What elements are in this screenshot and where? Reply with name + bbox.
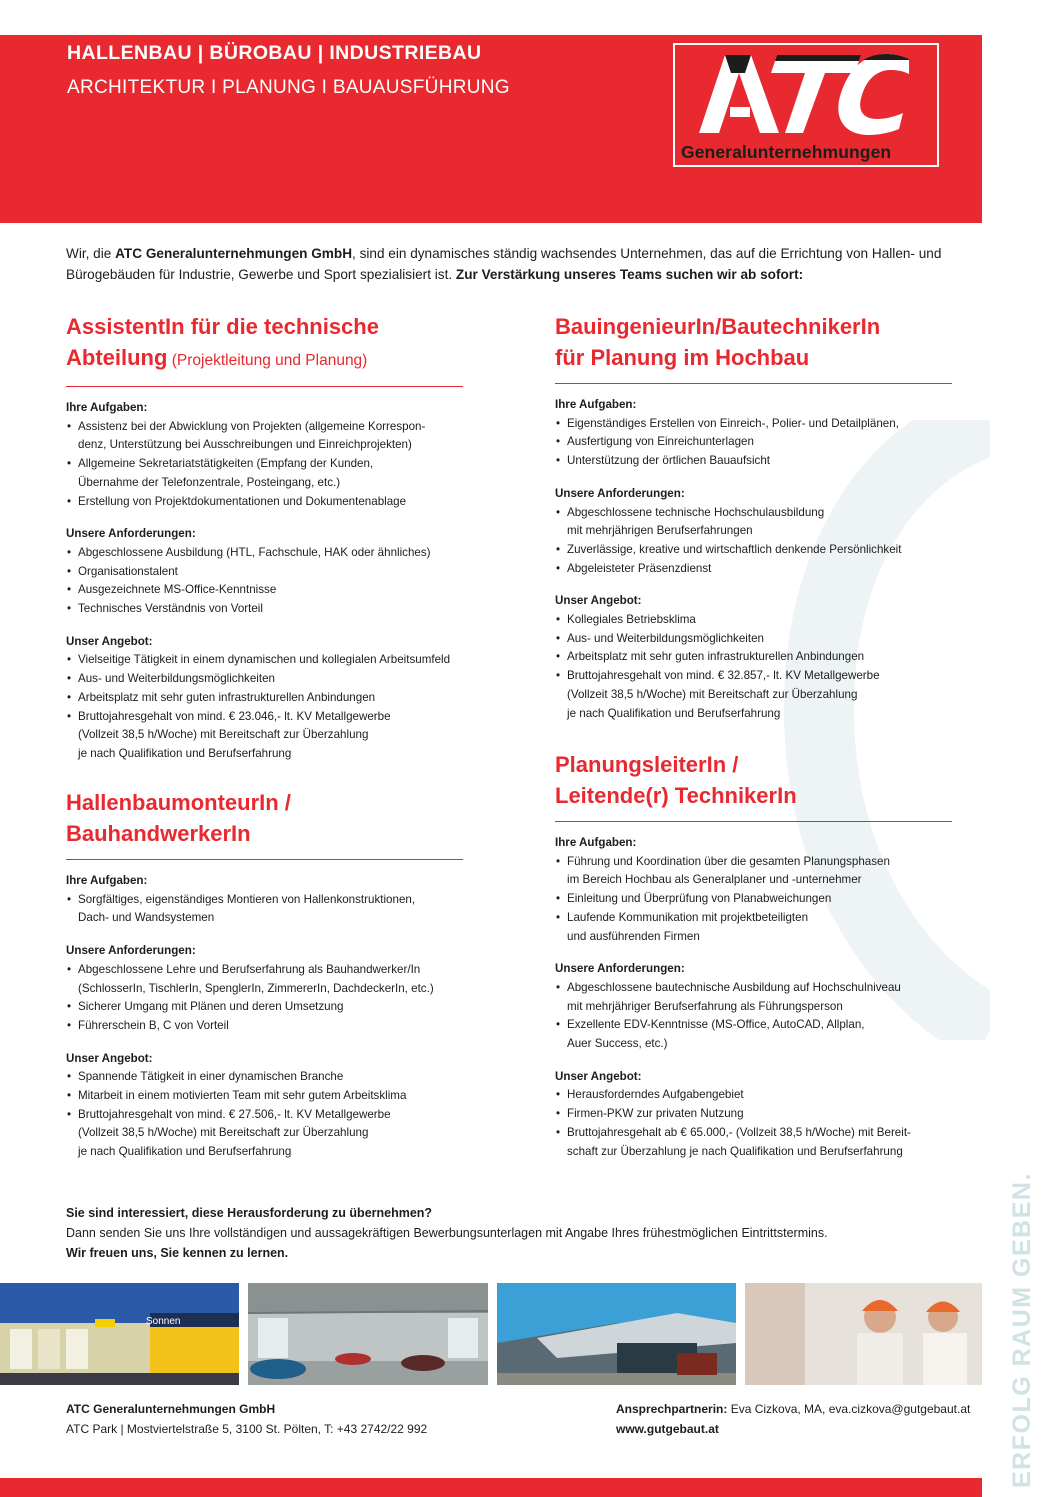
job-title-line1: HallenbaumonteurIn / xyxy=(66,790,291,815)
footer-company-name: ATC Generalunternehmungen GmbH xyxy=(66,1402,276,1416)
list-item: • Ausgezeichnete MS-Office-Kenntnisse xyxy=(66,581,466,600)
intro-paragraph xyxy=(66,243,976,285)
job-planning-lead xyxy=(555,749,955,1161)
closing-end: Wir freuen uns, Sie kennen zu lernen. xyxy=(66,1246,289,1260)
intro-text-1: Wir, die xyxy=(66,246,116,261)
list-item: • Zuverlässige, kreative und wirtschaftlich denkende Persönlichkeit xyxy=(555,541,955,560)
list-item: • Abgeschlossene Ausbildung (HTL, Fachschule, HAK oder ähnliches) xyxy=(66,544,466,563)
contact-label: Ansprechpartnerin: xyxy=(616,1402,728,1416)
list-item: • Erstellung von Projektdokumentationen und Dokumentenablage xyxy=(66,493,466,512)
job-title-line1: BauingenieurIn/BautechnikerIn xyxy=(555,314,881,339)
list-item: • Eigenständiges Erstellen von Einreich-, Polier- und Detailplänen, xyxy=(555,415,955,434)
job-assistant xyxy=(66,311,466,764)
list-item: • Arbeitsplatz mit sehr guten infrastrukturellen Anbindungen xyxy=(66,689,466,708)
list-item: • Einleitung und Überprüfung von Planabweichungen xyxy=(555,890,955,909)
list-item: • Führerschein B, C von Vorteil xyxy=(66,1017,466,1036)
job-title-line1: PlanungsleiterIn / xyxy=(555,752,739,777)
list-item: • Assistenz bei der Abwicklung von Projekten (allgemeine Korrespon- denz, Unterstützung bei Ausschreibungen und Einreichprojekten) xyxy=(66,418,466,455)
list-item: • Exzellente EDV-Kenntnisse (MS-Office, AutoCAD, Allplan, Auer Success, etc.) xyxy=(555,1016,955,1053)
list-item: • Arbeitsplatz mit sehr guten infrastrukturellen Anbindungen xyxy=(555,648,955,667)
job-title-suffix: (Projektleitung und Planung) xyxy=(167,352,368,369)
tasks-heading: Ihre Aufgaben: xyxy=(555,836,637,849)
job-title-line1: AssistentIn für die technische xyxy=(66,314,379,339)
list-item: • Aus- und Weiterbildungsmöglichkeiten xyxy=(66,670,466,689)
list-item: • Bruttojahresgehalt ab € 65.000,- (Vollzeit 38,5 h/Woche) mit Bereit- schaft zur Überzahlung je nach Qualifikation und Berufserfahrung xyxy=(555,1124,955,1161)
slogan-vertical: ERFOLG RAUM GEBEN. xyxy=(1008,1172,1036,1488)
job-divider xyxy=(66,859,463,860)
tasks-list xyxy=(66,891,466,928)
tasks-list xyxy=(555,853,955,947)
list-item: • Abgeleisteter Präsenzdienst xyxy=(555,560,955,579)
tasks-list xyxy=(555,415,955,471)
offer-heading: Unser Angebot: xyxy=(66,634,153,648)
offer-list xyxy=(66,651,466,763)
requirements-list xyxy=(555,504,955,579)
requirements-heading: Unsere Anforderungen: xyxy=(555,962,685,976)
job-title-line2: Leitende(r) TechnikerIn xyxy=(555,783,797,808)
photo-workers xyxy=(745,1283,982,1385)
job-title xyxy=(66,311,466,376)
intro-company: ATC Generalunternehmungen GmbH xyxy=(115,246,353,261)
list-item: • Bruttojahresgehalt von mind. € 23.046,- lt. KV Metallgewerbe (Vollzeit 38,5 h/Woche) mit Bereitschaft zur Überzahlung je nach Qualifikation und Berufserfahrung xyxy=(66,708,466,764)
tasks-heading: Ihre Aufgaben: xyxy=(66,401,148,414)
requirements-heading: Unsere Anforderungen: xyxy=(555,486,685,500)
job-title-line2: für Planung im Hochbau xyxy=(555,345,810,370)
intro-call: Zur Verstärkung unseres Teams suchen wir ab sofort: xyxy=(455,267,804,282)
job-civil-engineer xyxy=(555,311,955,723)
list-item: • Abgeschlossene bautechnische Ausbildung auf Hochschulniveau mit mehrjähriger Berufserfahrung als Führungsperson xyxy=(555,979,955,1016)
list-item: • Unterstützung der örtlichen Bauaufsicht xyxy=(555,452,955,471)
closing-question: Sie sind interessiert, diese Herausforderung zu übernehmen? xyxy=(66,1206,433,1220)
list-item: • Führung und Koordination über die gesamten Planungsphasen im Bereich Hochbau als Generalplaner und -unternehmer xyxy=(555,853,955,890)
job-title-line2: Abteilung xyxy=(66,345,168,370)
list-item: • Bruttojahresgehalt von mind. € 27.506,- lt. KV Metallgewerbe (Vollzeit 38,5 h/Woche) mit Bereitschaft zur Überzahlung je nach Qualifikation und Berufserfahrung xyxy=(66,1106,466,1162)
intro-text-2: , sind ein dynamisches ständig wachsendes Unternehmen, das auf die Errichtung von Hallen- und Bürogebäuden für Industrie, Gewerbe und Sport spezialisiert ist. xyxy=(66,246,942,282)
bottom-bar xyxy=(0,1478,982,1497)
footer-address: ATC Park | Mostviertelstraße 5, 3100 St. Pölten, T: +43 2742/22 992 xyxy=(66,1422,428,1436)
job-title xyxy=(555,311,955,373)
offer-heading: Unser Angebot: xyxy=(555,1069,642,1083)
header-subservices: ARCHITEKTUR I PLANUNG I BAUAUSFÜHRUNG xyxy=(67,77,510,98)
list-item: • Vielseitige Tätigkeit in einem dynamischen und kollegialen Arbeitsumfeld xyxy=(66,651,466,670)
job-title xyxy=(66,787,466,849)
offer-heading: Unser Angebot: xyxy=(555,594,642,608)
job-hall-builder xyxy=(66,787,466,1162)
website-link[interactable]: www.gutgebaut.at xyxy=(616,1422,719,1436)
list-item: • Firmen-PKW zur privaten Nutzung xyxy=(555,1105,955,1124)
list-item: • Herausforderndes Aufgabengebiet xyxy=(555,1086,955,1105)
requirements-list xyxy=(66,544,466,619)
offer-list xyxy=(555,611,955,723)
requirements-list xyxy=(66,961,466,1036)
list-item: • Laufende Kommunikation mit projektbeteiligten und ausführenden Firmen xyxy=(555,909,955,946)
list-item: • Organisationstalent xyxy=(66,563,466,582)
list-item: • Sorgfältiges, eigenständiges Montieren von Hallenkonstruktionen, Dach- und Wandsystemen xyxy=(66,891,466,928)
requirements-heading: Unsere Anforderungen: xyxy=(66,944,196,958)
requirements-heading: Unsere Anforderungen: xyxy=(66,527,196,541)
job-title-line2: BauhandwerkerIn xyxy=(66,821,251,846)
closing-paragraph xyxy=(66,1203,986,1263)
photo-car-hall xyxy=(248,1283,488,1385)
job-divider xyxy=(555,821,952,822)
tasks-heading: Ihre Aufgaben: xyxy=(66,874,148,887)
logo-subtitle: Generalunternehmungen xyxy=(681,142,892,162)
job-title xyxy=(555,749,955,811)
offer-heading: Unser Angebot: xyxy=(66,1051,153,1065)
list-item: • Spannende Tätigkeit in einer dynamischen Branche xyxy=(66,1068,466,1087)
requirements-list xyxy=(555,979,955,1054)
tasks-list xyxy=(66,418,466,512)
list-item: • Bruttojahresgehalt von mind. € 32.857,- lt. KV Metallgewerbe (Vollzeit 38,5 h/Woche) mit Bereitschaft zur Überzahlung je nach Qualifikation und Berufserfahrung xyxy=(555,667,955,723)
list-item: • Mitarbeit in einem motivierten Team mit sehr gutem Arbeitsklima xyxy=(66,1087,466,1106)
list-item: • Sicherer Umgang mit Plänen und deren Umsetzung xyxy=(66,998,466,1017)
svg-text:Sonnen: Sonnen xyxy=(146,1316,181,1327)
closing-text: Dann senden Sie uns Ihre vollständigen und aussagekräftigen Bewerbungsunterlagen mit Angabe Ihres frühestmöglichen Eintrittstermins. xyxy=(66,1226,828,1240)
contact-person-link[interactable]: Eva Cizkova, MA, eva.cizkova@gutgebaut.at xyxy=(727,1402,971,1416)
footer-contact xyxy=(616,1399,970,1439)
list-item: • Allgemeine Sekretariatstätigkeiten (Empfang der Kunden, Übernahme der Telefonzentrale, Posteingang, etc.) xyxy=(66,455,466,492)
job-divider xyxy=(555,383,952,384)
job-divider xyxy=(66,386,463,387)
list-item: • Abgeschlossene Lehre und Berufserfahrung als Bauhandwerker/In (SchlosserIn, TischlerIn, SpenglerIn, ZimmererIn, DachdeckerIn, etc.) xyxy=(66,961,466,998)
offer-list xyxy=(66,1068,466,1162)
footer-company xyxy=(66,1399,427,1439)
photo-showroom-night xyxy=(0,1283,239,1385)
list-item: • Technisches Verständnis von Vorteil xyxy=(66,600,466,619)
photo-building-exterior xyxy=(497,1283,736,1385)
list-item: • Abgeschlossene technische Hochschulausbildung mit mehrjährigen Berufserfahrungen xyxy=(555,504,955,541)
list-item: • Ausfertigung von Einreichunterlagen xyxy=(555,433,955,452)
list-item: • Kollegiales Betriebsklima xyxy=(555,611,955,630)
offer-list xyxy=(555,1086,955,1161)
tasks-heading: Ihre Aufgaben: xyxy=(555,398,637,411)
list-item: • Aus- und Weiterbildungsmöglichkeiten xyxy=(555,630,955,649)
header-services: HALLENBAU | BÜROBAU | INDUSTRIEBAU xyxy=(67,42,482,64)
